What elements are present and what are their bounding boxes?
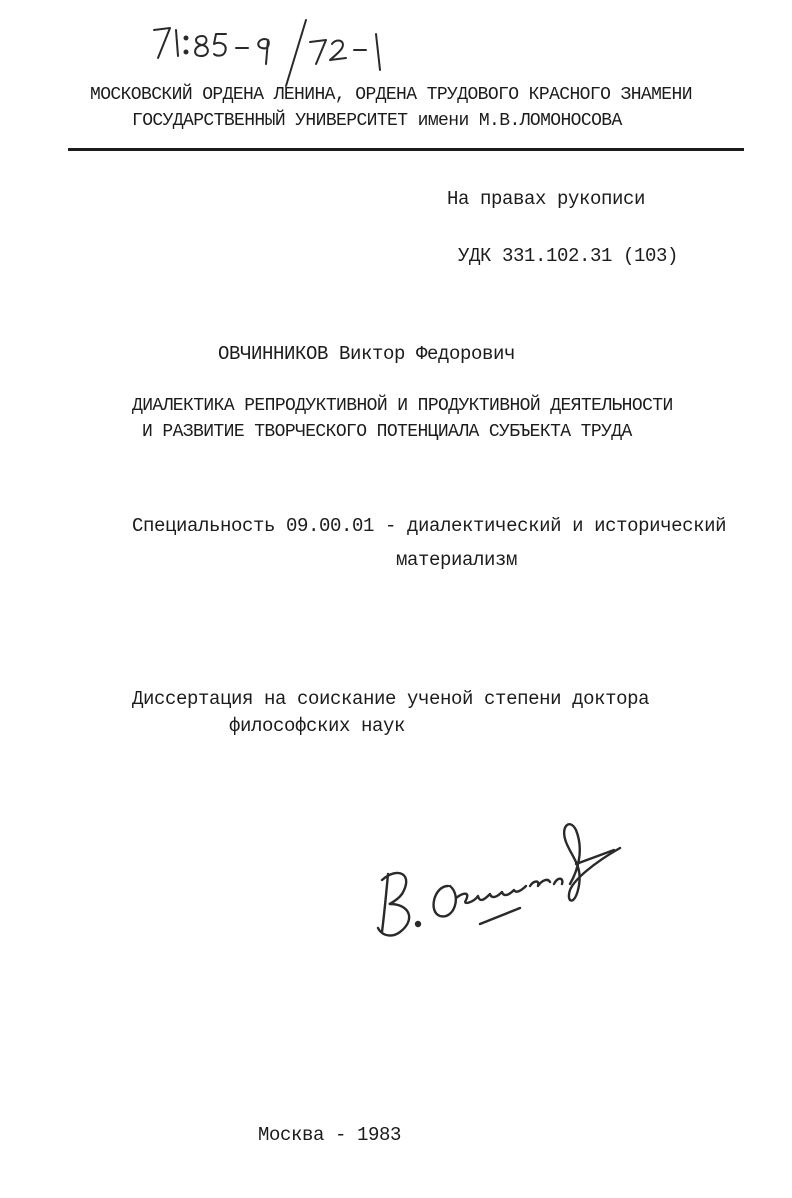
title-line-2: И РАЗВИТИЕ ТВОРЧЕСКОГО ПОТЕНЦИАЛА СУБЪЕКТА ТРУДА xyxy=(142,422,632,442)
author-name: ОВЧИННИКОВ Виктор Федорович xyxy=(218,343,516,365)
specialty-line-1: Специальность 09.00.01 - диалектический и исторический xyxy=(132,515,727,537)
specialty-line-2: материализм xyxy=(396,549,518,571)
manuscript-rights: На правах рукописи xyxy=(447,188,646,210)
dissertation-line-1: Диссертация на соискание ученой степени доктора xyxy=(132,688,650,710)
author-signature xyxy=(370,800,630,950)
udc-code: УДК 331.102.31 (103) xyxy=(458,245,679,267)
header-divider xyxy=(68,148,744,151)
title-line-1: ДИАЛЕКТИКА РЕПРОДУКТИВНОЙ И ПРОДУКТИВНОЙ ДЕЯТЕЛЬНОСТИ xyxy=(132,396,673,416)
dissertation-line-2: философских наук xyxy=(229,715,406,737)
institution-line-1: МОСКОВСКИЙ ОРДЕНА ЛЕНИНА, ОРДЕНА ТРУДОВОГО КРАСНОГО ЗНАМЕНИ xyxy=(90,85,692,105)
place-and-year: Москва - 1983 xyxy=(258,1124,402,1146)
archive-mark-handwriting xyxy=(140,8,430,88)
institution-line-2: ГОСУДАРСТВЕННЫЙ УНИВЕРСИТЕТ имени М.В.ЛОМОНОСОВА xyxy=(132,111,622,131)
